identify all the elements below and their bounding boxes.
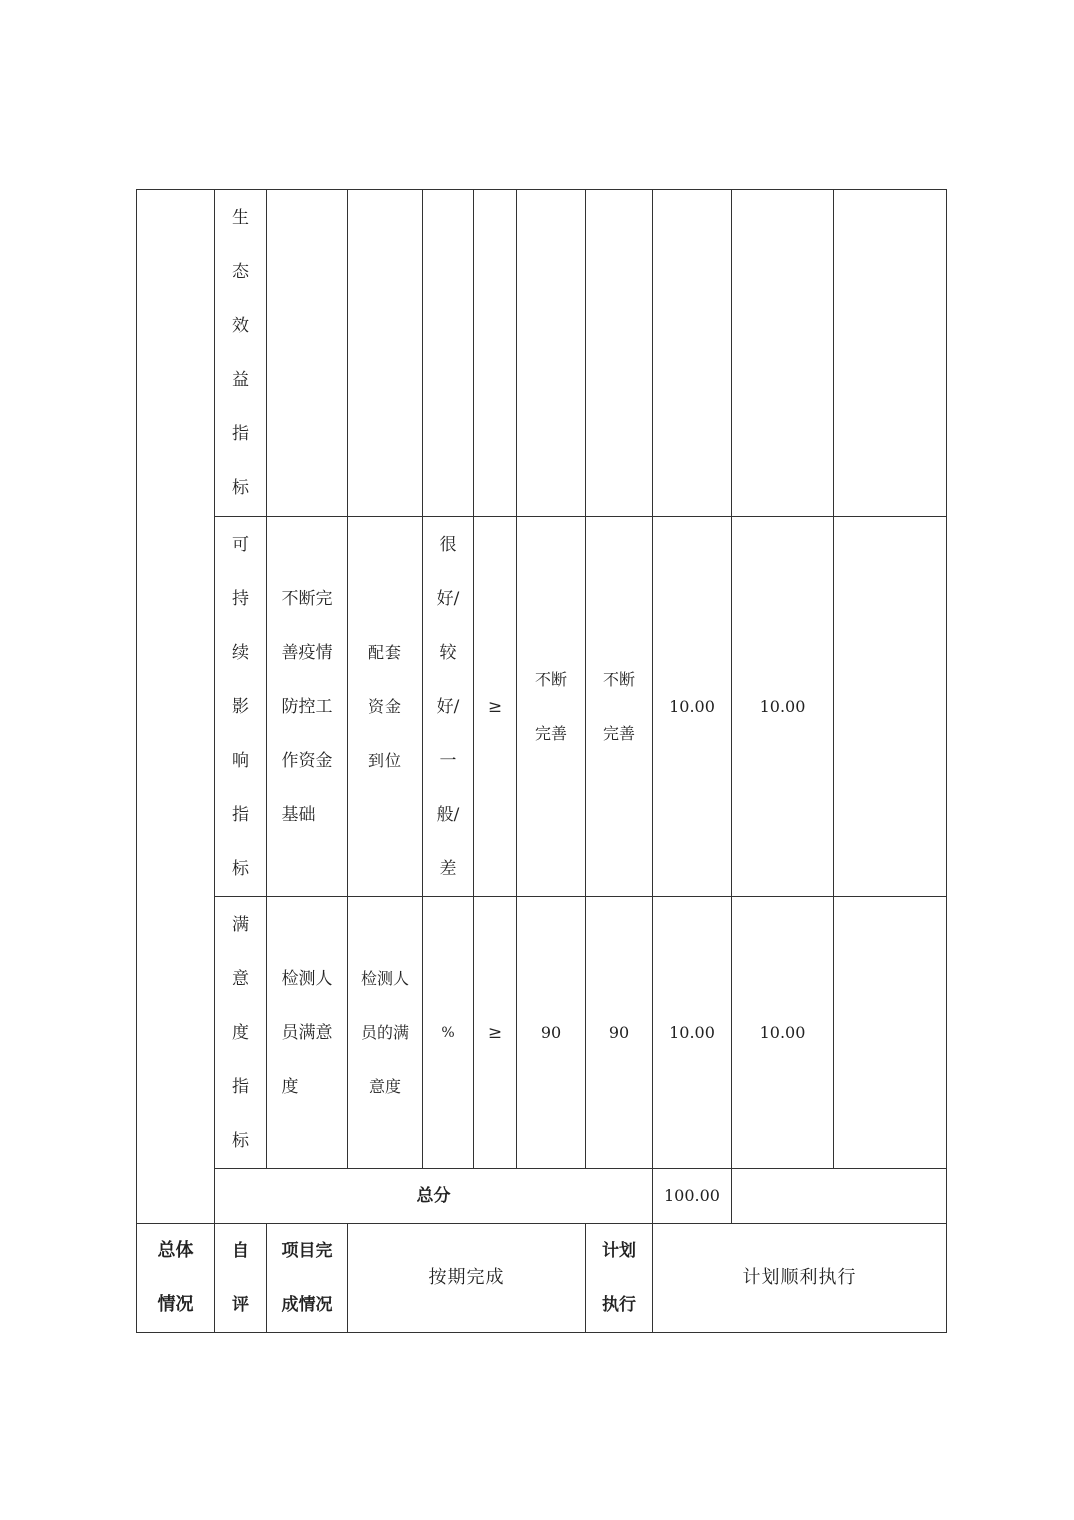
table-row-eco: [137, 190, 947, 517]
satisfaction-note-cell: [834, 897, 947, 1169]
satisfaction-weight-value: 10.00: [669, 1022, 715, 1042]
self-eval-cell: [215, 1224, 267, 1333]
sustain-weight-value: 10.00: [669, 696, 715, 716]
completion-value-cell: [348, 1224, 586, 1333]
left-merged-cell: [137, 190, 215, 1224]
total-value: 100.00: [664, 1186, 720, 1205]
satisfaction-unit-cell: [423, 897, 474, 1169]
eco-measure-cell: [348, 190, 423, 517]
satisfaction-score-cell: [732, 897, 834, 1169]
sustain-indicator-cell: [215, 517, 267, 897]
satisfaction-score-value: 10.00: [759, 1022, 806, 1042]
satisfaction-actual-cell: [586, 897, 653, 1169]
table-row-satisfaction: [137, 897, 947, 1169]
satisfaction-indicator-label: 满意度指标: [232, 914, 249, 1151]
sustain-item-cell: [267, 517, 348, 897]
satisfaction-target-cell: [517, 897, 586, 1169]
eco-op-cell: [474, 190, 517, 517]
sustain-target-text: 不断完善: [535, 669, 568, 743]
sustain-target-cell: [517, 517, 586, 897]
sustain-measure-cell: [348, 517, 423, 897]
satisfaction-indicator-cell: [215, 897, 267, 1169]
satisfaction-target-value: 90: [540, 1022, 562, 1042]
completion-value: 按期完成: [428, 1267, 505, 1288]
sustain-score-cell: [732, 517, 834, 897]
eco-indicator-cell: [215, 190, 267, 517]
satisfaction-measure-cell: [348, 897, 423, 1169]
table-row-sustain: [137, 517, 947, 897]
satisfaction-weight-cell: [653, 897, 732, 1169]
total-value-cell: [653, 1169, 732, 1224]
eco-indicator-label: 生态效益指标: [232, 208, 249, 498]
sustain-actual-cell: [586, 517, 653, 897]
sustain-op-text: ≥: [487, 696, 503, 717]
total-empty-cell: [732, 1169, 947, 1224]
sustain-score-value: 10.00: [759, 696, 806, 716]
satisfaction-actual-value: 90: [608, 1022, 630, 1042]
eco-item-cell: [267, 190, 348, 517]
plan-label: 计划执行: [602, 1241, 636, 1315]
completion-label-cell: [267, 1224, 348, 1333]
sustain-unit-cell: [423, 517, 474, 897]
summary-label: 总体情况: [157, 1240, 194, 1315]
table-row-summary: [137, 1224, 947, 1333]
sustain-indicator-label: 可持续影响指标: [232, 534, 249, 879]
eco-target-cell: [517, 190, 586, 517]
eco-score-cell: [732, 190, 834, 517]
sustain-note-cell: [834, 517, 947, 897]
satisfaction-unit-text: %: [441, 1025, 455, 1041]
self-eval-label: 自评: [232, 1241, 249, 1315]
eco-note-cell: [834, 190, 947, 517]
summary-label-cell: [137, 1224, 215, 1333]
performance-evaluation-table: [136, 189, 947, 1333]
plan-label-cell: [586, 1224, 653, 1333]
sustain-item-text: 不断完善疫情防控工作资金基础: [281, 588, 333, 825]
completion-label: 项目完成情况: [281, 1241, 333, 1315]
eco-actual-cell: [586, 190, 653, 517]
total-label: 总分: [416, 1186, 451, 1206]
sustain-unit-text: 很好/较好/一般/差: [436, 534, 460, 879]
total-label-cell: [215, 1169, 653, 1224]
plan-value-cell: [653, 1224, 947, 1333]
satisfaction-measure-text: 检测人员的满意度: [361, 968, 410, 1096]
satisfaction-item-text: 检测人员满意度: [281, 968, 333, 1097]
satisfaction-op-text: ≥: [487, 1022, 503, 1043]
satisfaction-op-cell: [474, 897, 517, 1169]
eco-weight-cell: [653, 190, 732, 517]
satisfaction-item-cell: [267, 897, 348, 1169]
sustain-measure-text: 配套资金到位: [367, 642, 402, 770]
table-row-total: [137, 1169, 947, 1224]
eco-unit-cell: [423, 190, 474, 517]
sustain-weight-cell: [653, 517, 732, 897]
sustain-actual-text: 不断完善: [603, 669, 636, 743]
sustain-op-cell: [474, 517, 517, 897]
plan-value: 计划顺利执行: [742, 1267, 857, 1288]
